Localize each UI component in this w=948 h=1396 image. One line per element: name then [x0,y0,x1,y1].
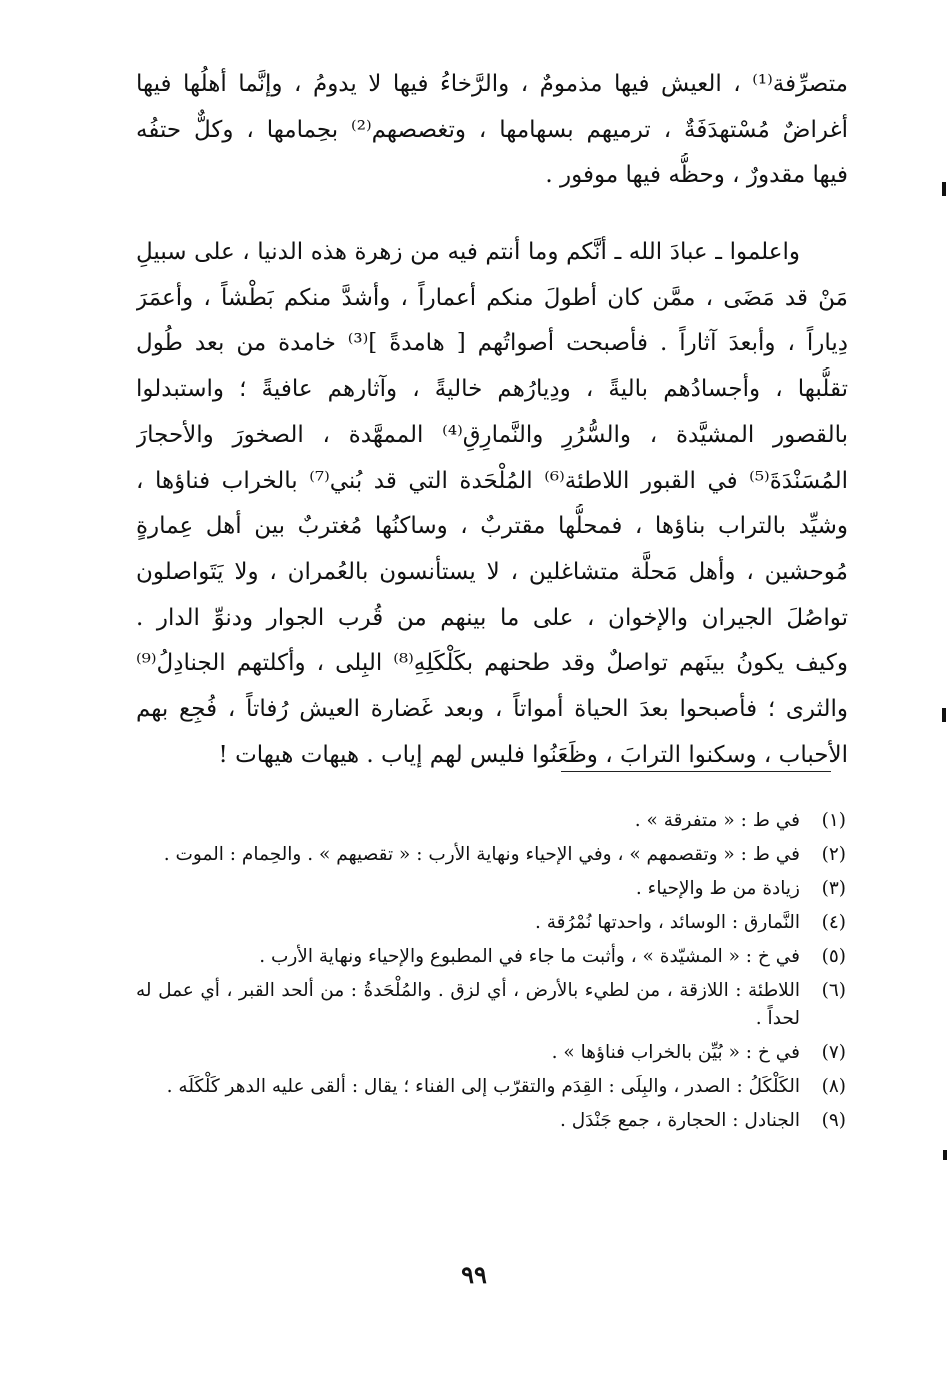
footnote-text: الكَلْكَلُ : الصدر ، والبِلَى : القِدَم والتقرّب إلى الفناء ؛ يقال : ألقى عليه الدهر كَلْكَلَه . [166,1076,800,1097]
footnote-text: في ط : « وتقصمهم » ، وفي الإحياء ونهاية الأرب : « تقصيهم » . والحِمام : الموت . [163,844,800,865]
text-line: بالقصور المشيَّدة ، والسُّرُرِ والنَّمارِقِ⁽⁴⁾ الممهَّدة ، الصخورَ والأحجارَ [136,421,848,448]
footnote [136,841,846,869]
paragraph-2 [136,230,848,778]
text-line: وكيف يكونُ بينَهم تواصلٌ وقد طحنهم بكَلْكَلِهِ⁽⁸⁾ البِلى ، وأكلتهم الجنادِلُ⁽⁹⁾ [136,650,848,677]
footnote-number: (٥) [821,946,846,967]
footnote [136,1073,846,1101]
footnote-text: زيادة من ط والإحياء . [635,878,800,899]
footnote [136,977,846,1033]
text-line: فيها مقدورٌ ، وحظُّه فيها موفور . [545,162,848,189]
footnote [136,1107,846,1135]
scan-margin-mark [942,708,946,722]
footnote [136,875,846,903]
footnote-number: (١) [821,810,846,831]
scan-margin-mark [943,1150,947,1160]
page-number: ٩٩ [461,1260,487,1289]
text-line: تواصُلَ الجيران والإخوان ، على ما بينهم من قُرب الجوار ودنوِّ الدار . [136,604,848,631]
text-line: مَنْ قد مَضَى ، ممَّن كان أطولَ منكم أعماراً ، وأشدَّ منكم بَطْشاً ، وأعمَرَ [136,284,848,311]
footnote-number: (٩) [821,1110,846,1131]
footnote [136,943,846,971]
footnote-separator [561,771,831,772]
footnote-text: الجنادل : الحجارة ، جمع جَنْدَل . [559,1110,800,1131]
paragraph-1 [136,62,848,199]
text-line: دِياراً ، وأبعدَ آثاراً . فأصبحت أصواتُهم [ هامدةً ]⁽³⁾ خامدة من بعد طُول [136,330,848,357]
footnote [136,909,846,937]
footnote-text: النَّمارق : الوسائد ، واحدتها نُمْرُقة . [534,912,800,933]
footnote-number: (٨) [821,1076,846,1097]
footnote-text: في خ : « بُيِّن بالخراب فناؤها » . [551,1042,800,1063]
footnote [136,1039,846,1067]
text-line: الأحباب ، وسكنوا الترابَ ، وظَعَنُوا فليس لهم إياب . هيهات هيهات ! [218,741,848,768]
text-line: واعلموا ـ عبادَ الله ـ أنَّكم وما أنتم فيه من زهرة هذه الدنيا ، على سبيلِ [136,239,800,266]
footnote-text: اللاطئة : اللازقة ، من لطيء بالأرض ، أي لزق . والمُلْحَدةُ : من ألحد القبر ، أي عمل له لحداً . [136,980,800,1029]
footnote-text: في خ : « المشيّدة » ، وأثبت ما جاء في المطبوع والإحياء ونهاية الأرب . [259,946,800,967]
footnote-number: (٣) [821,878,846,899]
main-text [136,62,848,778]
paragraph-gap [136,199,848,230]
footnote-number: (٤) [821,912,846,933]
text-line: مُوحشين ، وأهل مَحلَّة متشاغلين ، لا يستأنسون بالعُمران ، ولا يَتَواصلون [136,558,848,585]
text-line: متصرِّفة⁽¹⁾ ، العيش فيها مذمومٌ ، والرَّخاءُ فيها لا يدومُ ، وإنَّما أهلُها فيها [136,71,848,97]
text-line: المُسَنْدَةَ⁽⁵⁾ في القبور اللاطئة⁽⁶⁾ المُلْحَدة التي قد بُني⁽⁷⁾ بالخراب فناؤها ، [136,467,848,494]
footnote-number: (٦) [821,980,846,1001]
footnote-number: (٧) [821,1042,846,1063]
scan-margin-mark [942,182,946,196]
footnote [136,807,846,835]
text-line: تقلُّبها ، وأجسادُهم باليةً ، ودِيارُهم خاليةً ، وآثارهم عافيةً ؛ واستبدلوا [136,376,848,403]
footnote-number: (٢) [821,844,846,865]
text-line: وشيِّد بالتراب بناؤها ، فمحلُّها مقتربٌ ، وساكنُها مُغتربٌ بين أهل عِمارةٍ [136,513,848,540]
footnote-text: في ط : « متفرقة » . [634,810,800,831]
text-line: والثرى ؛ فأصبحوا بعدَ الحياة أمواتاً ، وبعد غَضارة العيش رُفاتاً ، فُجِع بهم [136,695,848,722]
text-line: أغراضٌ مُسْتهدَفَةٌ ، ترميهم بسهامها ، وتغصصهم⁽²⁾ بحِمامها ، وكلٌّ حتفُه [136,116,848,143]
footnotes [136,807,846,1141]
